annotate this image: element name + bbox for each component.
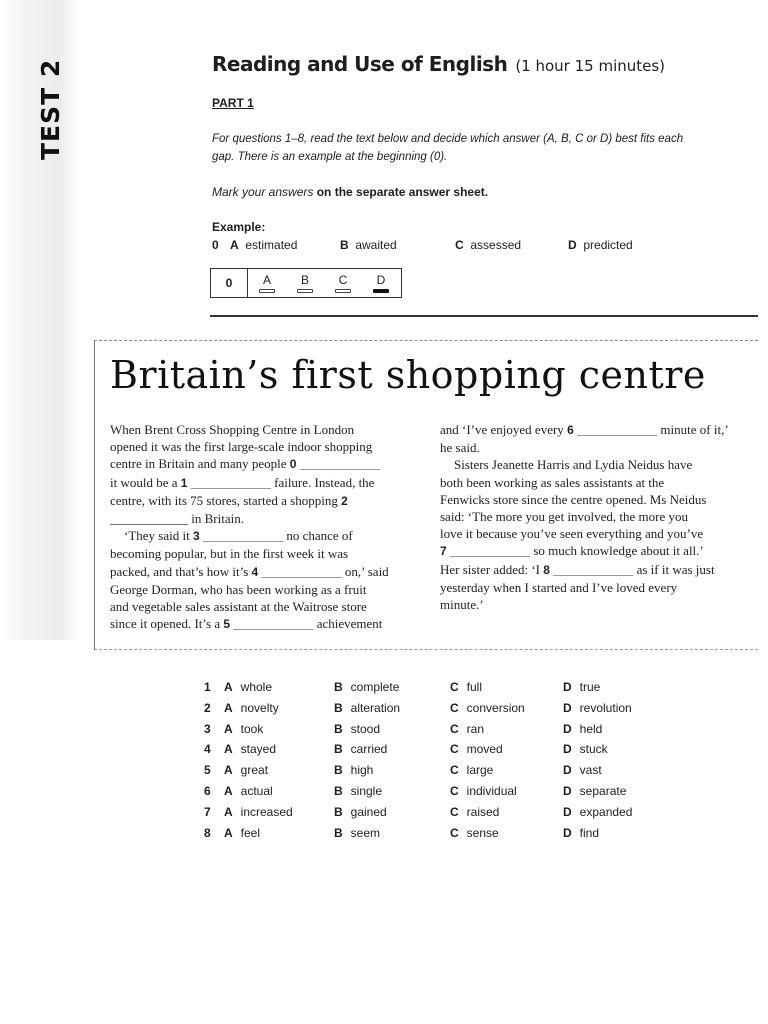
answer-option-b xyxy=(334,805,387,819)
article-text: Fenwicks store since the centre opened. Ms Neidus xyxy=(440,491,707,507)
article-line xyxy=(440,421,752,439)
answer-option-d xyxy=(563,722,602,736)
article-text: so much knowledge about it all.’ xyxy=(530,543,704,559)
article-text: centre, with its 75 stores, started a shopping xyxy=(110,492,342,508)
article-line xyxy=(110,598,422,615)
option-word: expanded xyxy=(579,804,633,819)
option-word: increased xyxy=(240,804,293,819)
article-text: achievement xyxy=(313,616,383,632)
option-word: actual xyxy=(240,783,273,798)
option-word: novelty xyxy=(240,700,279,715)
article-text: he said. xyxy=(440,440,480,456)
article-text: no chance of xyxy=(283,528,353,544)
option-word: stayed xyxy=(240,742,277,757)
answer-option-a xyxy=(224,826,260,840)
option-word: held xyxy=(579,721,603,736)
option-letter: B xyxy=(334,742,343,757)
example-box-option-a xyxy=(257,273,277,293)
test-number-label: TEST 2 xyxy=(36,58,65,160)
example-option-a-letter: A xyxy=(230,238,239,252)
example-box-letter-a: A xyxy=(262,273,271,287)
article-text: Sisters Jeanette Harris and Lydia Neidus have xyxy=(454,457,693,473)
article-title: Britain’s first shopping centre xyxy=(110,353,706,397)
question-row xyxy=(204,680,664,701)
question-row xyxy=(204,763,664,784)
example-box-letter-b: B xyxy=(300,273,309,287)
article-line xyxy=(110,581,422,598)
question-number: 1 xyxy=(204,680,211,694)
option-word: vast xyxy=(579,763,602,778)
answer-option-b xyxy=(334,784,382,798)
section-heading xyxy=(212,52,665,76)
option-letter: D xyxy=(563,700,572,715)
example-box-letter-d: D xyxy=(376,273,386,287)
answer-bubble-c xyxy=(335,289,351,293)
article-text: opened it was the first large-scale indoor shopping xyxy=(110,439,373,455)
answer-option-b xyxy=(334,826,380,840)
question-number: 4 xyxy=(204,742,211,757)
option-letter: A xyxy=(224,783,233,798)
answer-option-b xyxy=(334,742,387,756)
article-line xyxy=(110,421,422,438)
question-number: 3 xyxy=(204,721,211,736)
article-text: minute.’ xyxy=(440,597,484,613)
option-letter: D xyxy=(563,721,572,736)
article-text: minute of it,’ xyxy=(657,422,729,437)
article-line xyxy=(110,438,422,455)
article-text: on,’ said xyxy=(341,563,389,579)
gap-marker: 6 ____________ xyxy=(567,423,658,437)
example-box-number: 0 xyxy=(211,269,248,297)
question-number: 7 xyxy=(204,804,211,819)
option-letter: D xyxy=(563,804,572,819)
option-word: moved xyxy=(466,742,503,757)
example-options xyxy=(212,238,712,256)
article-text: both been working as sales assistants at the xyxy=(440,474,665,490)
answer-option-b xyxy=(334,763,373,777)
option-letter: C xyxy=(450,763,459,778)
option-word: single xyxy=(350,783,383,798)
option-word: stood xyxy=(350,721,381,736)
option-word: sense xyxy=(466,825,499,840)
answer-option-d xyxy=(563,742,608,756)
answer-option-c xyxy=(450,763,493,777)
answer-option-d xyxy=(563,701,632,715)
option-letter: C xyxy=(450,700,459,715)
option-letter: C xyxy=(450,742,459,757)
example-option-b-word: awaited xyxy=(355,238,397,252)
article-line xyxy=(110,527,422,545)
option-letter: B xyxy=(334,700,343,715)
option-word: took xyxy=(240,721,264,736)
option-letter: C xyxy=(450,721,459,736)
example-box-option-c xyxy=(333,273,353,293)
option-word: complete xyxy=(350,680,400,694)
answer-option-d xyxy=(563,805,632,819)
answer-bubble-a xyxy=(259,289,275,293)
gap-marker: 0 ____________ xyxy=(289,457,380,472)
option-letter: B xyxy=(334,763,343,778)
option-letter: A xyxy=(224,700,233,715)
article-line xyxy=(110,455,422,473)
article-line xyxy=(440,561,752,579)
option-letter: D xyxy=(563,680,572,694)
option-word: gained xyxy=(350,804,387,819)
article-text: Her sister added: ‘I xyxy=(440,561,544,577)
answer-options-list xyxy=(204,680,664,846)
option-letter: A xyxy=(224,742,233,757)
article-line xyxy=(110,510,422,527)
article-text: it would be a xyxy=(110,474,181,490)
answer-option-c xyxy=(450,805,499,819)
article-line xyxy=(110,615,422,633)
article-text: centre in Britain and many people xyxy=(110,456,290,472)
answer-option-a xyxy=(224,680,272,694)
question-row xyxy=(204,722,664,743)
option-letter: A xyxy=(224,825,233,840)
article-text: ____________ in Britain. xyxy=(110,511,244,527)
answer-option-a xyxy=(224,805,293,819)
article-line xyxy=(440,474,752,491)
gap-marker: 3 ____________ xyxy=(192,529,284,544)
option-letter: C xyxy=(450,680,459,694)
gap-marker: 5 ____________ xyxy=(223,617,314,632)
option-letter: C xyxy=(450,825,459,840)
option-word: raised xyxy=(466,804,500,819)
article-text: When Brent Cross Shopping Centre in London xyxy=(110,422,355,437)
example-option-c-letter: C xyxy=(455,238,464,252)
example-answer-box xyxy=(210,268,402,298)
article-line xyxy=(110,492,422,510)
question-row xyxy=(204,701,664,722)
answer-option-d xyxy=(563,680,600,694)
example-option-d-letter: D xyxy=(568,238,577,252)
option-word: individual xyxy=(466,783,517,798)
option-letter: C xyxy=(450,783,459,798)
answer-sheet-note-italic: Mark your answers xyxy=(212,185,314,199)
example-box-letter-c: C xyxy=(338,273,348,287)
option-word: true xyxy=(579,680,601,694)
article-text: said: ‘The more you get involved, the more you xyxy=(440,509,689,525)
article-line xyxy=(440,579,752,596)
option-word: seem xyxy=(350,825,381,840)
section-duration: (1 hour 15 minutes) xyxy=(515,57,666,75)
example-box-option-b xyxy=(295,273,315,293)
answer-option-d xyxy=(563,826,599,840)
example-label: Example: xyxy=(212,220,266,234)
question-number: 2 xyxy=(204,700,211,715)
example-option-a-word: estimated xyxy=(245,238,298,252)
example-option-c-word: assessed xyxy=(470,238,522,252)
answer-option-d xyxy=(563,784,626,798)
example-option-b-letter: B xyxy=(340,238,349,252)
article-line xyxy=(110,474,422,492)
article-text: George Dorman, who has been working as a fruit xyxy=(110,581,367,597)
option-word: great xyxy=(240,763,269,778)
example-option-c xyxy=(455,238,521,252)
option-word: separate xyxy=(579,783,627,798)
answer-option-a xyxy=(224,722,263,736)
option-letter: B xyxy=(334,825,343,840)
answer-sheet-note xyxy=(212,185,488,199)
gap-marker: 8 ____________ xyxy=(543,562,634,577)
article-line xyxy=(440,439,752,456)
option-letter: D xyxy=(563,783,572,798)
option-word: carried xyxy=(350,742,388,757)
option-word: revolution xyxy=(579,700,632,715)
answer-bubble-d-selected xyxy=(373,289,389,293)
example-option-d-word: predicted xyxy=(583,238,633,252)
article-text: failure. Instead, the xyxy=(270,474,375,490)
answer-option-b xyxy=(334,680,399,694)
answer-option-b xyxy=(334,722,380,736)
answer-option-a xyxy=(224,763,268,777)
option-word: stuck xyxy=(579,742,608,757)
answer-sheet-note-bold: on the separate answer sheet. xyxy=(313,185,489,199)
answer-bubble-b xyxy=(297,289,313,293)
option-word: find xyxy=(579,825,600,840)
instructions-line-2: gap. There is an example at the beginning (0). xyxy=(212,151,448,163)
example-option-a xyxy=(230,238,297,252)
question-number: 8 xyxy=(204,825,211,840)
section-divider xyxy=(210,315,758,317)
question-row xyxy=(204,784,664,805)
option-word: conversion xyxy=(466,700,525,715)
option-letter: D xyxy=(563,742,572,757)
example-option-d xyxy=(568,238,633,252)
example-number: 0 xyxy=(212,238,219,252)
instructions xyxy=(212,130,760,166)
answer-option-a xyxy=(224,742,276,756)
article-text: as if it was just xyxy=(633,561,715,577)
gap-marker: 4 ____________ xyxy=(251,564,342,579)
option-letter: D xyxy=(563,825,572,840)
option-word: feel xyxy=(240,825,261,840)
example-option-b xyxy=(340,238,397,252)
article-line xyxy=(440,456,752,473)
option-word: full xyxy=(466,680,483,694)
article-right-column xyxy=(440,421,752,613)
gap-marker: 1 ____________ xyxy=(180,475,271,490)
answer-option-c xyxy=(450,742,503,756)
option-word: alteration xyxy=(350,700,401,715)
option-word: high xyxy=(350,763,374,778)
article-left-column xyxy=(110,421,422,633)
article-text: and vegetable sales assistant at the Waitrose store xyxy=(110,599,367,615)
gap-marker: 7 ____________ xyxy=(440,544,531,559)
article-line xyxy=(440,508,752,525)
answer-option-c xyxy=(450,701,525,715)
option-word: whole xyxy=(240,680,273,694)
answer-option-a xyxy=(224,784,273,798)
question-row xyxy=(204,826,664,847)
article-line xyxy=(110,563,422,581)
option-letter: B xyxy=(334,804,343,819)
article-text: and ‘I’ve enjoyed every xyxy=(440,422,568,437)
example-box-option-d xyxy=(371,273,391,293)
article-text: becoming popular, but in the first week it was xyxy=(110,546,349,562)
option-letter: A xyxy=(224,763,233,778)
article-line xyxy=(110,545,422,562)
option-word: large xyxy=(466,763,494,778)
answer-option-c xyxy=(450,784,517,798)
article-line xyxy=(440,491,752,508)
option-word: ran xyxy=(466,721,485,736)
article-line xyxy=(440,596,752,613)
answer-option-c xyxy=(450,826,499,840)
article-text: packed, and that’s how it’s xyxy=(110,563,252,579)
answer-option-c xyxy=(450,722,484,736)
answer-option-b xyxy=(334,701,400,715)
article-text: yesterday when I started and I’ve loved every xyxy=(440,579,678,595)
section-title: Reading and Use of English xyxy=(212,52,508,76)
option-letter: A xyxy=(224,680,233,694)
option-letter: C xyxy=(450,804,459,819)
answer-option-d xyxy=(563,763,602,777)
instructions-line-1: For questions 1–8, read the text below and decide which answer (A, B, C or D) best fits each xyxy=(212,133,684,145)
option-letter: B xyxy=(334,783,343,798)
question-row xyxy=(204,805,664,826)
article-text: ‘They said it xyxy=(124,528,193,544)
option-letter: A xyxy=(224,804,233,819)
answer-option-a xyxy=(224,701,279,715)
gap-marker: 2 xyxy=(341,493,348,508)
option-letter: B xyxy=(334,680,343,694)
article-text: since it opened. It’s a xyxy=(110,616,224,632)
option-letter: D xyxy=(563,763,572,778)
question-number: 5 xyxy=(204,763,211,778)
question-row xyxy=(204,742,664,763)
article-line xyxy=(440,542,752,560)
answer-option-c xyxy=(450,680,482,694)
option-letter: B xyxy=(334,721,343,736)
part-label: PART 1 xyxy=(212,96,254,110)
option-letter: A xyxy=(224,721,233,736)
question-number: 6 xyxy=(204,783,211,798)
article-text: love it because you’ve seen everything and you’ve xyxy=(440,526,704,542)
article-line xyxy=(440,525,752,542)
